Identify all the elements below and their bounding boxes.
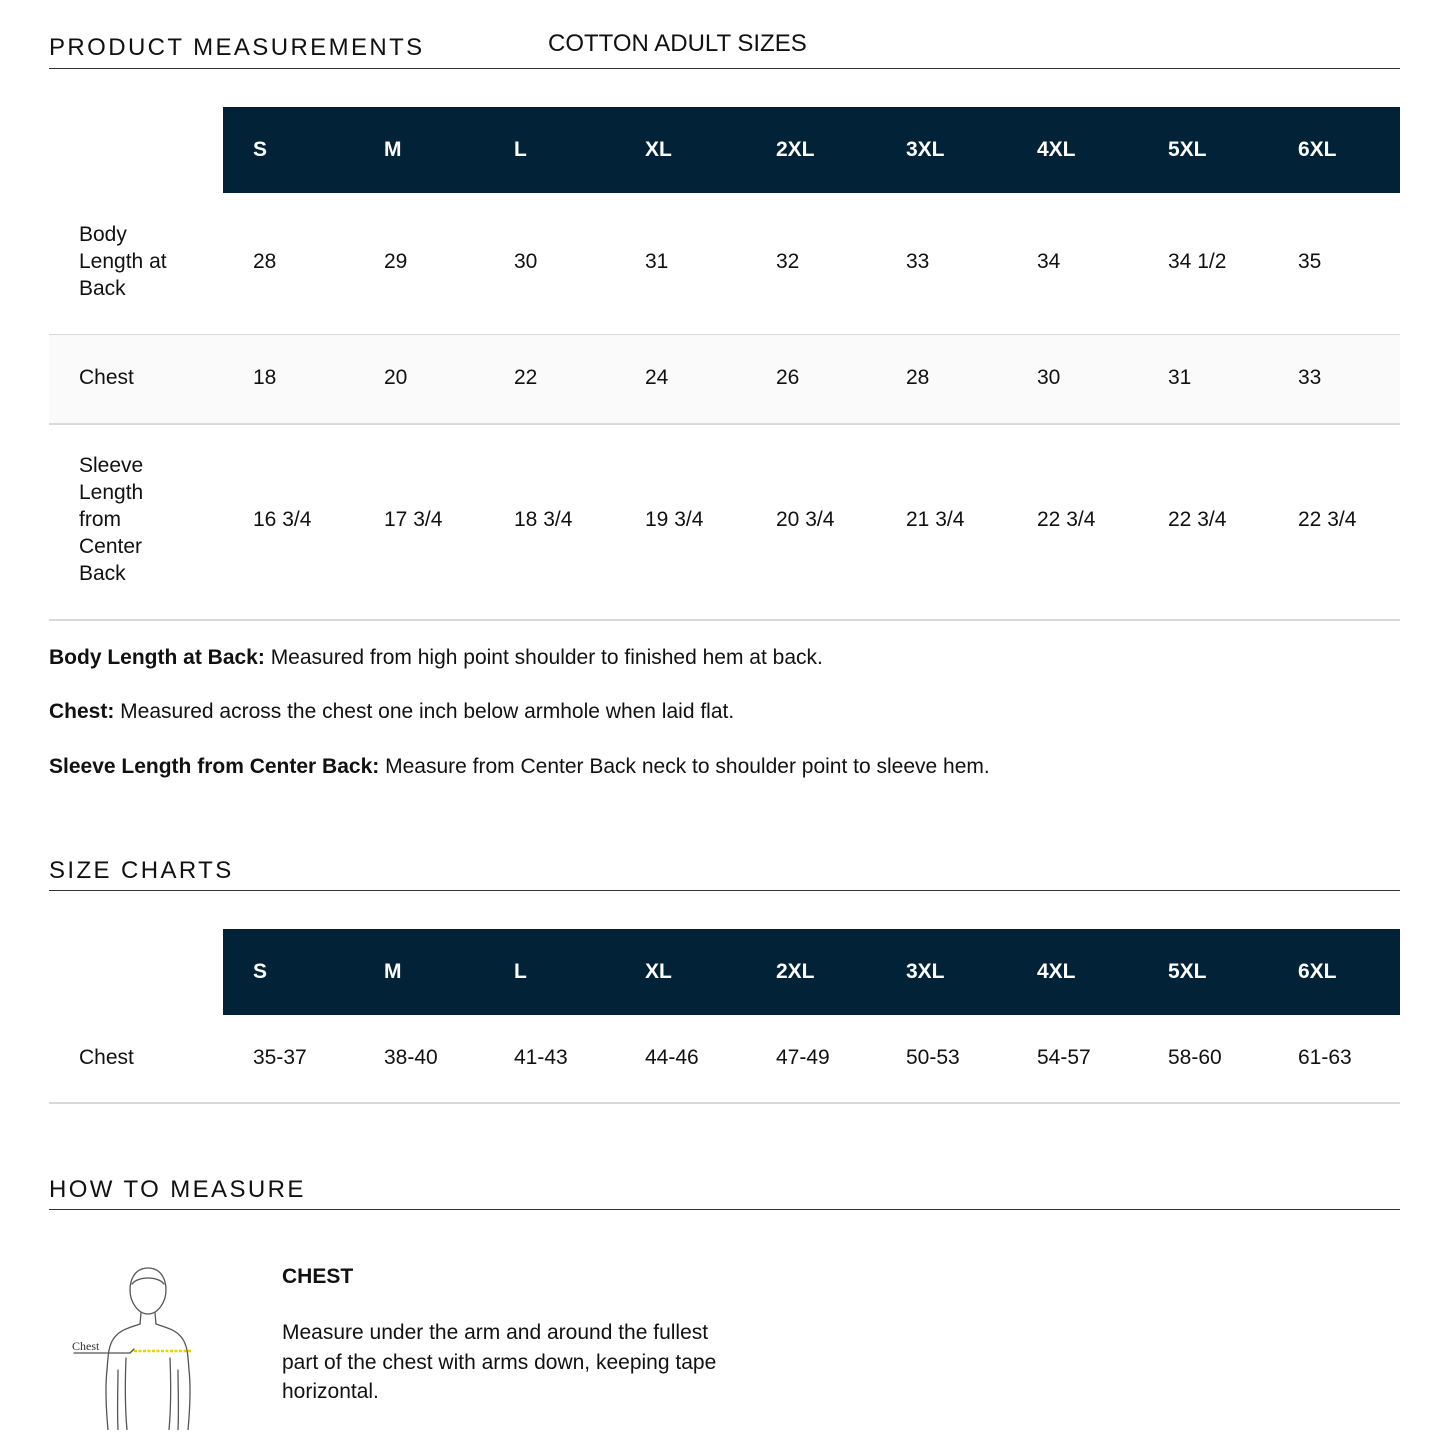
table-cell: 47-49 bbox=[776, 1046, 830, 1069]
table-row bbox=[49, 335, 1400, 425]
table-cell: 24 bbox=[645, 366, 669, 389]
definition-term: Sleeve Length from Center Back: bbox=[49, 755, 380, 778]
table-cell: 31 bbox=[1168, 366, 1192, 389]
size-header-cell: 5XL bbox=[1168, 138, 1207, 161]
section-title: SIZE CHARTS bbox=[49, 857, 234, 884]
product-measurements-header bbox=[49, 20, 1400, 69]
table-row bbox=[49, 193, 1400, 336]
size-header-cell: L bbox=[514, 138, 527, 161]
table-row bbox=[49, 424, 1400, 621]
size-header-cell: M bbox=[384, 960, 402, 983]
table-cell: 44-46 bbox=[645, 1046, 699, 1069]
table-cell: 38-40 bbox=[384, 1046, 438, 1069]
table-cell: 54-57 bbox=[1037, 1046, 1091, 1069]
row-label: Sleeve Length from Center Back bbox=[79, 454, 144, 585]
table-cell: 19 3/4 bbox=[645, 508, 704, 531]
table-cell: 28 bbox=[253, 250, 277, 273]
definition-text: Measured from high point shoulder to finished hem at back. bbox=[264, 646, 823, 669]
torso-measure-icon bbox=[68, 1258, 228, 1430]
definition-text: Measured across the chest one inch below armhole when laid flat. bbox=[114, 700, 735, 723]
table-cell: 22 3/4 bbox=[1037, 508, 1096, 531]
section-subtitle: COTTON ADULT SIZES bbox=[548, 30, 807, 57]
row-label: Chest bbox=[79, 1046, 134, 1069]
how-to-measure-header bbox=[49, 1165, 1400, 1210]
row-label: Body Length at Back bbox=[79, 223, 167, 300]
table-cell: 35-37 bbox=[253, 1046, 307, 1069]
table-cell: 34 1/2 bbox=[1168, 250, 1227, 273]
size-header-cell: 2XL bbox=[776, 138, 815, 161]
definition-term: Chest: bbox=[49, 700, 115, 723]
table-cell: 17 3/4 bbox=[384, 508, 443, 531]
size-header-cell: 3XL bbox=[906, 960, 945, 983]
size-header-bar bbox=[223, 929, 1400, 1015]
size-header-cell: 6XL bbox=[1298, 138, 1337, 161]
table-cell: 30 bbox=[1037, 366, 1061, 389]
table-cell: 41-43 bbox=[514, 1046, 568, 1069]
table-cell: 22 3/4 bbox=[1168, 508, 1227, 531]
definition-body-length bbox=[49, 646, 823, 670]
table-cell: 32 bbox=[776, 250, 800, 273]
table-row bbox=[49, 1015, 1400, 1104]
table-cell: 61-63 bbox=[1298, 1046, 1352, 1069]
table-cell: 22 3/4 bbox=[1298, 508, 1357, 531]
table-cell: 22 bbox=[514, 366, 538, 389]
size-header-cell: 2XL bbox=[776, 960, 815, 983]
figure-label: Chest bbox=[72, 1339, 100, 1353]
table-cell: 18 3/4 bbox=[514, 508, 573, 531]
table-cell: 58-60 bbox=[1168, 1046, 1222, 1069]
table-cell: 31 bbox=[645, 250, 669, 273]
size-header-cell: XL bbox=[645, 960, 672, 983]
table-cell: 18 bbox=[253, 366, 277, 389]
measure-item-title: CHEST bbox=[282, 1265, 354, 1288]
section-title: HOW TO MEASURE bbox=[49, 1176, 306, 1203]
size-charts-header bbox=[49, 845, 1400, 891]
section-title: PRODUCT MEASUREMENTS bbox=[49, 34, 425, 61]
table-cell: 21 3/4 bbox=[906, 508, 965, 531]
table-cell: 29 bbox=[384, 250, 408, 273]
size-header-cell: S bbox=[253, 138, 268, 161]
table-cell: 33 bbox=[906, 250, 930, 273]
size-header-cell: M bbox=[384, 138, 402, 161]
size-header-cell: 6XL bbox=[1298, 960, 1337, 983]
size-header-cell: 3XL bbox=[906, 138, 945, 161]
table-cell: 34 bbox=[1037, 250, 1061, 273]
table-cell: 28 bbox=[906, 366, 930, 389]
size-header-cell: XL bbox=[645, 138, 672, 161]
table-cell: 50-53 bbox=[906, 1046, 960, 1069]
definition-term: Body Length at Back: bbox=[49, 646, 265, 669]
definition-sleeve-length bbox=[49, 755, 990, 779]
size-header-cell: S bbox=[253, 960, 268, 983]
table-cell: 30 bbox=[514, 250, 538, 273]
row-label: Chest bbox=[79, 366, 134, 389]
table-cell: 16 3/4 bbox=[253, 508, 312, 531]
table-cell: 26 bbox=[776, 366, 800, 389]
size-header-cell: 4XL bbox=[1037, 960, 1076, 983]
measure-item-text: Measure under the arm and around the fullest part of the chest with arms down, keeping tape horizontal. bbox=[282, 1321, 717, 1403]
size-header-cell: 5XL bbox=[1168, 960, 1207, 983]
table-cell: 35 bbox=[1298, 250, 1322, 273]
size-header-cell: L bbox=[514, 960, 527, 983]
definition-chest bbox=[49, 700, 734, 724]
definition-text: Measure from Center Back neck to shoulder point to sleeve hem. bbox=[379, 755, 990, 778]
size-header-bar bbox=[223, 107, 1400, 193]
table-cell: 33 bbox=[1298, 366, 1322, 389]
size-header-cell: 4XL bbox=[1037, 138, 1076, 161]
table-cell: 20 bbox=[384, 366, 408, 389]
table-cell: 20 3/4 bbox=[776, 508, 835, 531]
